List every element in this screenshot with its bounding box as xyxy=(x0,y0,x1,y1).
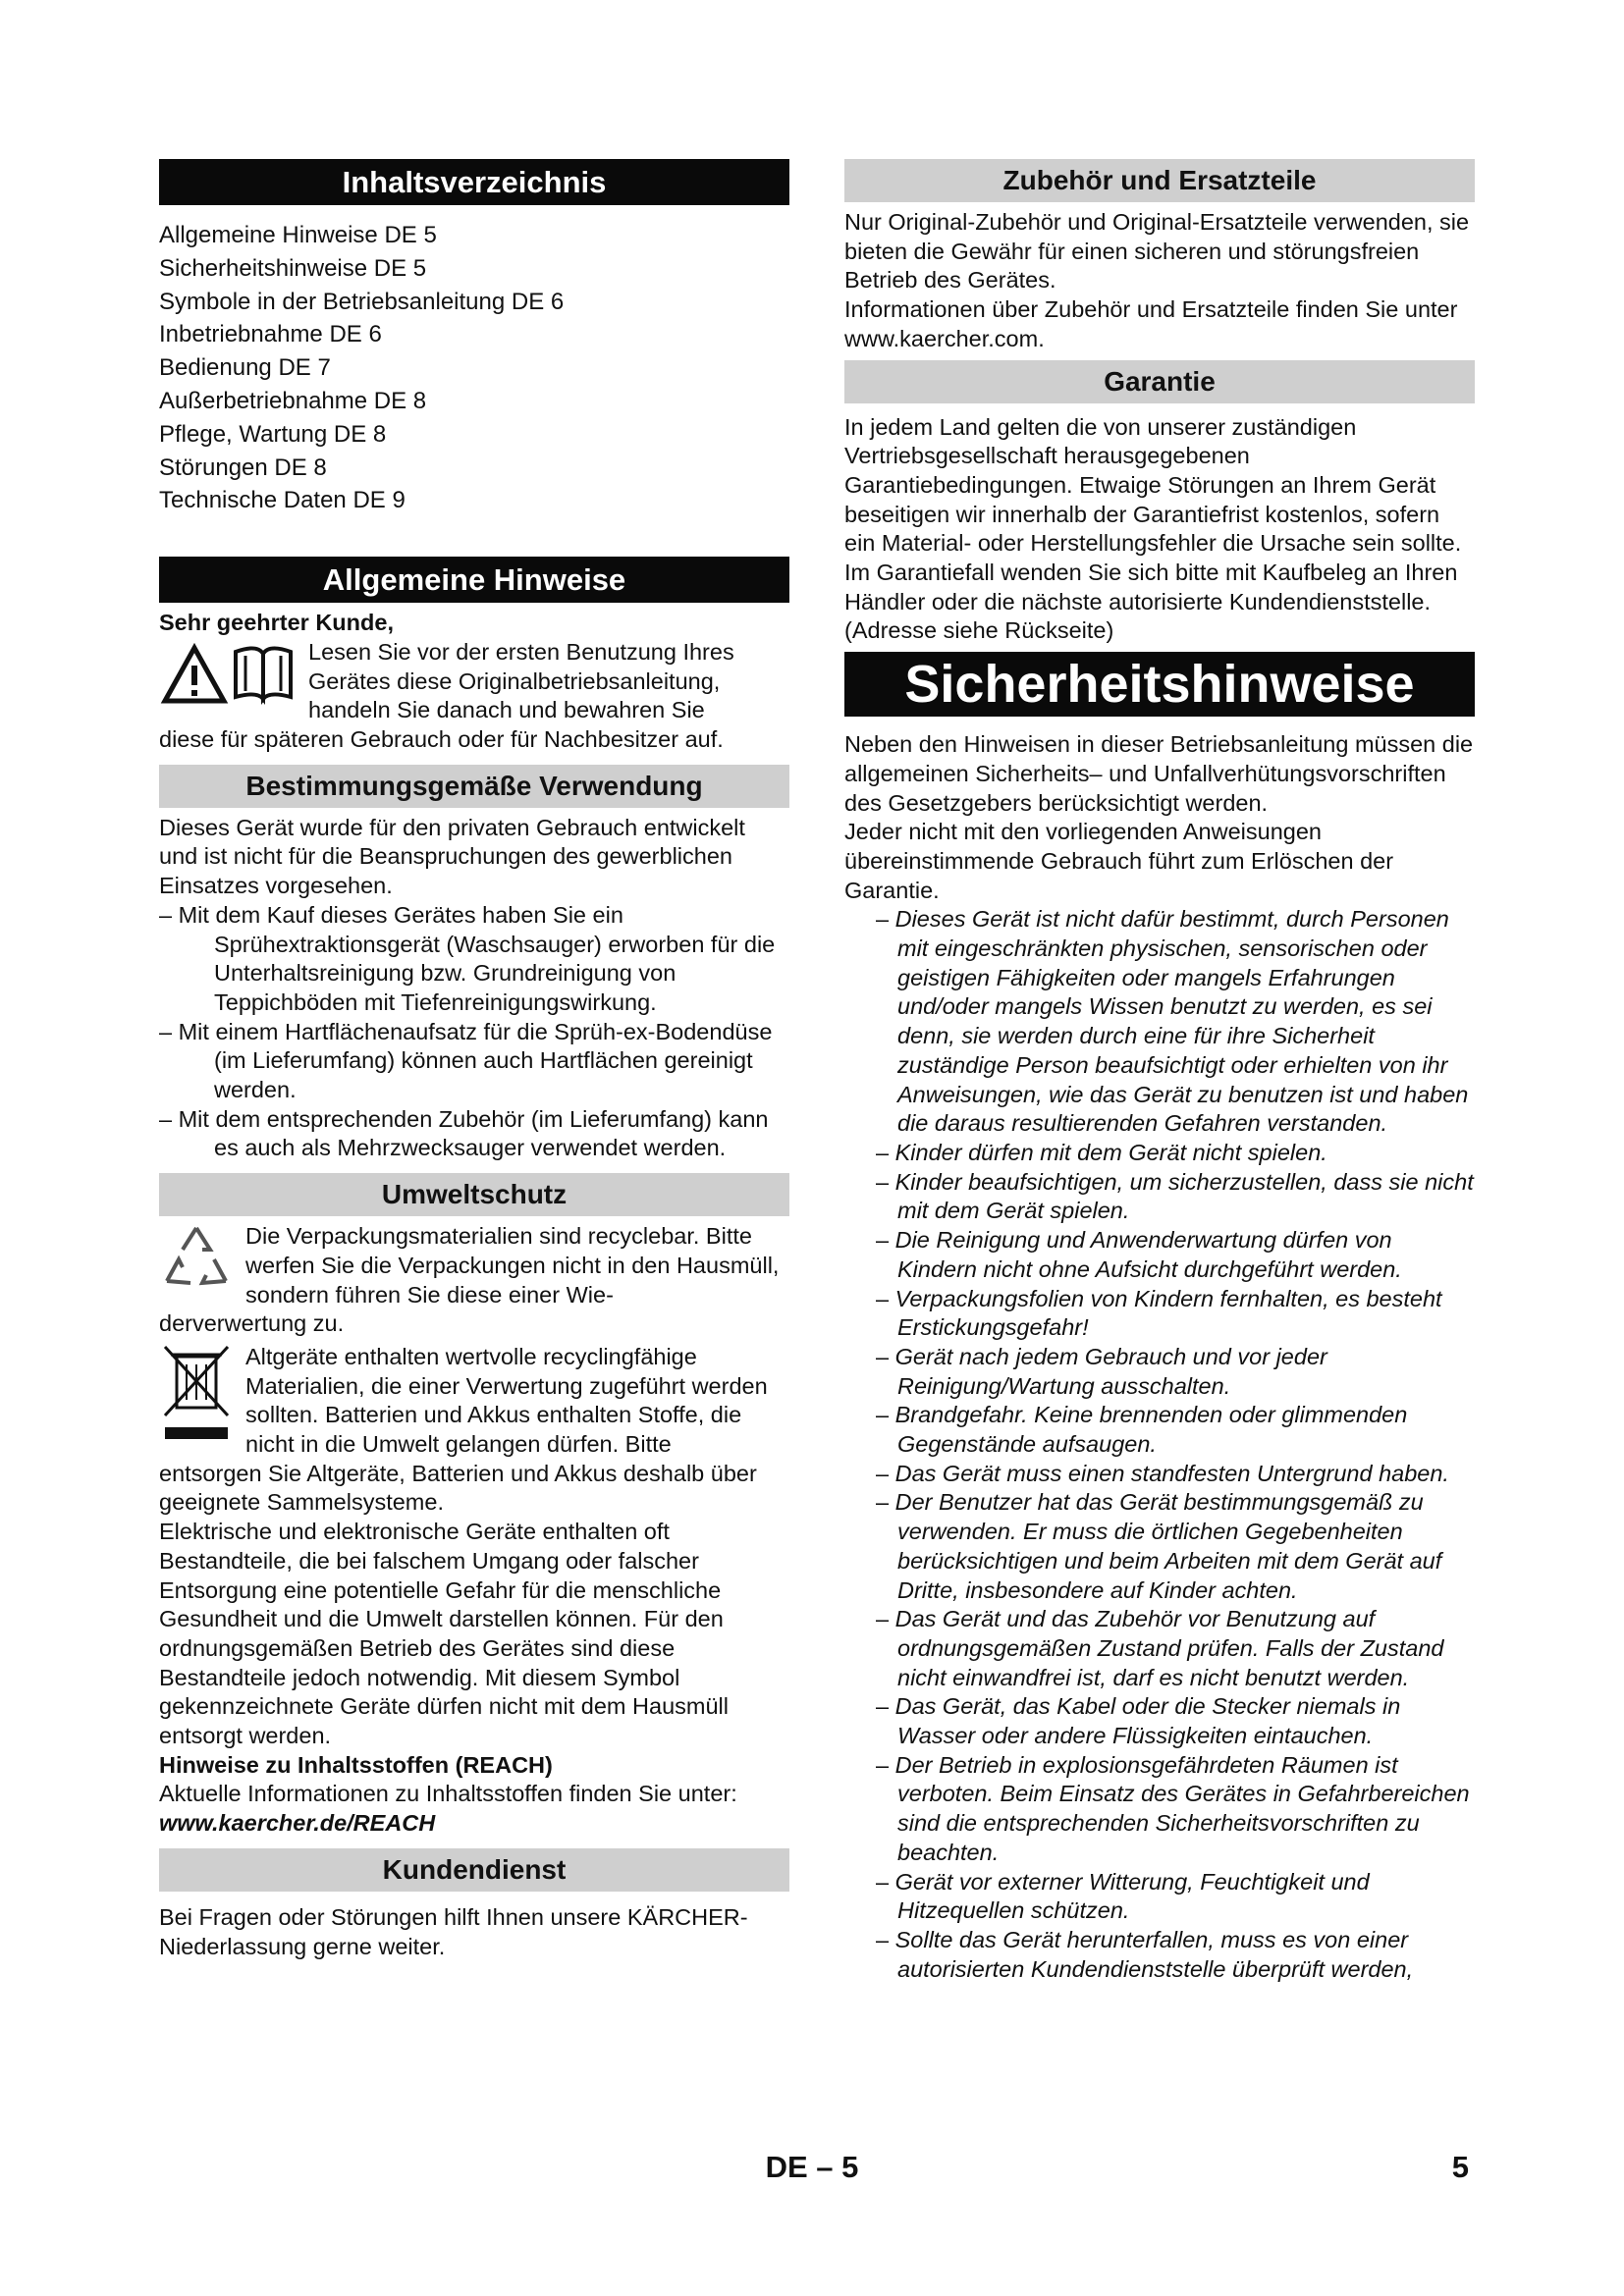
list-item: – Verpackungsfolien von Kindern fernhalten, es besteht Erstickungsgefahr! xyxy=(844,1285,1475,1343)
list-item: – Kinder dürfen mit dem Gerät nicht spielen. xyxy=(844,1139,1475,1168)
recycle-text: Die Verpackungsmaterialien sind recyclebar. Bitte werfen Sie die Verpackungen nicht in den Hausmüll, sondern führen Sie diese einer Wie- xyxy=(245,1223,780,1308)
accessories-heading: Zubehör und Ersatzteile xyxy=(844,159,1475,202)
manual-notice-text: Lesen Sie vor der ersten Benutzung Ihres Gerätes diese Originalbetriebsanleitung, handeln Sie danach und bewahren Sie xyxy=(308,638,734,723)
list-item: – Das Gerät muss einen standfesten Untergrund haben. xyxy=(844,1460,1475,1489)
list-item: – Das Gerät und das Zubehör vor Benutzung auf ordnungsgemäßen Zustand prüfen. Falls der Zustand nicht einwandfrei ist, darf es nicht benutzt werden. xyxy=(844,1605,1475,1692)
reach-heading: Hinweise zu Inhaltsstoffen (REACH) xyxy=(159,1751,553,1778)
recycle-text-cont: derverwertung zu. xyxy=(159,1310,345,1337)
footer-page-number: 5 xyxy=(1451,2150,1469,2184)
warranty-address-note: (Adresse siehe Rückseite) xyxy=(844,617,1114,644)
right-column xyxy=(844,159,1475,1984)
crossed-bin-icon xyxy=(159,1343,234,1445)
intended-use-list xyxy=(159,901,789,1163)
list-item: – Mit dem Kauf dieses Gerätes haben Sie ein Sprühextraktionsgerät (Waschsauger) erworben für die Unterhaltsreinigung bzw. Grundreinigung von Teppichböden mit Tiefenreinigungswirkung. xyxy=(159,901,789,1018)
list-item: – Dieses Gerät ist nicht dafür bestimmt, durch Personen mit eingeschränkten physischen, sensorischen oder geistigen Fähigkeiten oder mangels Erfahrungen und/oder mangels Wissen benutzt zu werden, es sei denn, sie werden durch eine für ihre Sicherheit zuständige Person beaufsichtigt oder erhielten von ihr Anweisungen, wie das Gerät zu benutzen ist und haben die daraus resultierenden Gefahren verstanden. xyxy=(844,905,1475,1139)
environment-heading: Umweltschutz xyxy=(159,1173,789,1216)
list-item: – Gerät nach jedem Gebrauch und vor jeder Reinigung/Wartung ausschalten. xyxy=(844,1343,1475,1401)
accessories-text: Nur Original-Zubehör und Original-Ersatzteile verwenden, sie bieten die Gewähr für einen sicheren und störungsfreien Betrieb des Gerätes. xyxy=(844,209,1470,294)
toc-item[interactable]: Allgemeine Hinweise DE 5 xyxy=(159,222,437,248)
service-text: Bei Fragen oder Störungen hilft Ihnen unsere KÄRCHER-Niederlassung gerne weiter. xyxy=(159,1903,748,1959)
intended-use-heading: Bestimmungsgemäße Verwendung xyxy=(159,765,789,808)
recycle-notice xyxy=(159,1222,789,1339)
warning-read-manual-icon xyxy=(159,638,297,709)
toc-list xyxy=(159,219,789,517)
manual-notice-text-cont: diese für späteren Gebrauch oder für Nachbesitzer auf. xyxy=(159,725,724,752)
intended-use-text: Dieses Gerät wurde für den privaten Gebrauch entwickelt und ist nicht für die Beanspruchungen des gewerblichen Einsatzes vorgesehen. xyxy=(159,814,745,899)
toc-item[interactable]: Störungen DE 8 xyxy=(159,454,327,481)
footer-section-label: DE – 5 xyxy=(765,2150,859,2184)
weee-text: Altgeräte enthalten wertvolle recyclingfähige Materialien, die einer Verwertung zugeführt werden sollten. Batterien und Akkus enthalten Stoffe, die nicht in die Umwelt gelangen dürfen. Bitte xyxy=(245,1343,768,1458)
safety-heading: Sicherheitshinweise xyxy=(844,652,1475,717)
toc-item[interactable]: Bedienung DE 7 xyxy=(159,354,331,382)
toc-item[interactable]: Inbetriebnahme DE 6 xyxy=(159,321,382,348)
list-item: – Die Reinigung und Anwenderwartung dürfen von Kindern nicht ohne Aufsicht durchgeführt werden. xyxy=(844,1226,1475,1284)
safety-text: Neben den Hinweisen in dieser Betriebsanleitung müssen die allgemeinen Sicherheits– und Unfallverhütungsvorschriften des Gesetzgebers berücksichtigt werden. xyxy=(844,731,1474,816)
list-item: – Kinder beaufsichtigen, um sicherzustellen, dass sie nicht mit dem Gerät spielen. xyxy=(844,1168,1475,1226)
service-heading: Kundendienst xyxy=(159,1848,789,1892)
general-heading: Allgemeine Hinweise xyxy=(159,557,789,603)
accessories-info: Informationen über Zubehör und Ersatzteile finden Sie unter www.kaercher.com. xyxy=(844,296,1458,351)
electric-text: Elektrische und elektronische Geräte enthalten oft Bestandteile, die bei falschem Umgang oder falscher Entsorgung eine potentielle Gefahr für die menschliche Gesundheit und die Umwelt darstellen können. Für den ordnungsgemäßen Betrieb des Gerätes sind diese Bestandteile jedoch notwendig. Mit diesem Symbol gekennzeichnete Geräte dürfen nicht mit dem Hausmüll entsorgt werden. xyxy=(159,1519,729,1749)
list-item: – Der Betrieb in explosionsgefährdeten Räumen ist verboten. Beim Einsatz des Gerätes in Gefahrbereichen sind die entsprechenden Sicherheitsvorschriften zu beachten. xyxy=(844,1751,1475,1868)
warranty-heading: Garantie xyxy=(844,360,1475,403)
toc-item[interactable]: Sicherheitshinweise DE 5 xyxy=(159,254,427,282)
reach-text: Aktuelle Informationen zu Inhaltsstoffen finden Sie unter: xyxy=(159,1781,737,1807)
toc-item[interactable]: Pflege, Wartung DE 8 xyxy=(159,420,387,448)
greeting: Sehr geehrter Kunde, xyxy=(159,610,394,636)
reach-link[interactable]: www.kaercher.de/REACH xyxy=(159,1810,436,1837)
recycle-icon xyxy=(159,1222,234,1297)
toc-item[interactable]: Außerbetriebnahme DE 8 xyxy=(159,387,427,414)
weee-notice xyxy=(159,1343,789,1518)
manual-notice xyxy=(159,638,789,755)
warranty-text: In jedem Land gelten die von unserer zuständigen Vertriebsgesellschaft herausgegebenen Garantiebedingungen. Etwaige Störungen an Ihrem Gerät beseitigen wir innerhalb der Garantiefrist kostenlos, sofern ein Material- oder Herstellungsfehler die Ursache sein sollte. xyxy=(844,413,1462,557)
list-item: – Mit einem Hartflächenaufsatz für die Sprüh-ex-Bodendüse (im Lieferumfang) können auch Hartflächen gereinigt werden. xyxy=(159,1018,789,1105)
toc-item[interactable]: Technische Daten DE 9 xyxy=(159,487,406,514)
list-item: – Brandgefahr. Keine brennenden oder glimmenden Gegenstände aufsaugen. xyxy=(844,1401,1475,1459)
toc-item[interactable]: Symbole in der Betriebsanleitung DE 6 xyxy=(159,288,565,315)
weee-text-cont: entsorgen Sie Altgeräte, Batterien und Akkus deshalb über geeignete Sammelsysteme. xyxy=(159,1460,757,1516)
list-item: – Der Benutzer hat das Gerät bestimmungsgemäß zu verwenden. Er muss die örtlichen Gegebenheiten berücksichtigen und beim Arbeiten mit dem Gerät auf Dritte, insbesondere auf Kinder achten. xyxy=(844,1488,1475,1605)
safety-warranty-text: Jeder nicht mit den vorliegenden Anweisungen übereinstimmende Gebrauch führt zum Erlöschen der Garantie. xyxy=(844,819,1394,903)
warranty-claim-text: Im Garantiefall wenden Sie sich bitte mit Kaufbeleg an Ihren Händler oder die nächste autorisierte Kundendienststelle. xyxy=(844,560,1458,614)
toc-heading: Inhaltsverzeichnis xyxy=(159,159,789,205)
list-item: – Sollte das Gerät herunterfallen, muss es von einer autorisierten Kundendienststelle überprüft werden, xyxy=(844,1926,1475,1984)
list-item: – Das Gerät, das Kabel oder die Stecker niemals in Wasser oder andere Flüssigkeiten eintauchen. xyxy=(844,1692,1475,1750)
list-item: – Mit dem entsprechenden Zubehör (im Lieferumfang) kann es auch als Mehrzwecksauger verwendet werden. xyxy=(159,1105,789,1163)
left-column xyxy=(159,159,789,1961)
safety-list xyxy=(844,905,1475,1984)
list-item: – Gerät vor externer Witterung, Feuchtigkeit und Hitzequellen schützen. xyxy=(844,1868,1475,1926)
